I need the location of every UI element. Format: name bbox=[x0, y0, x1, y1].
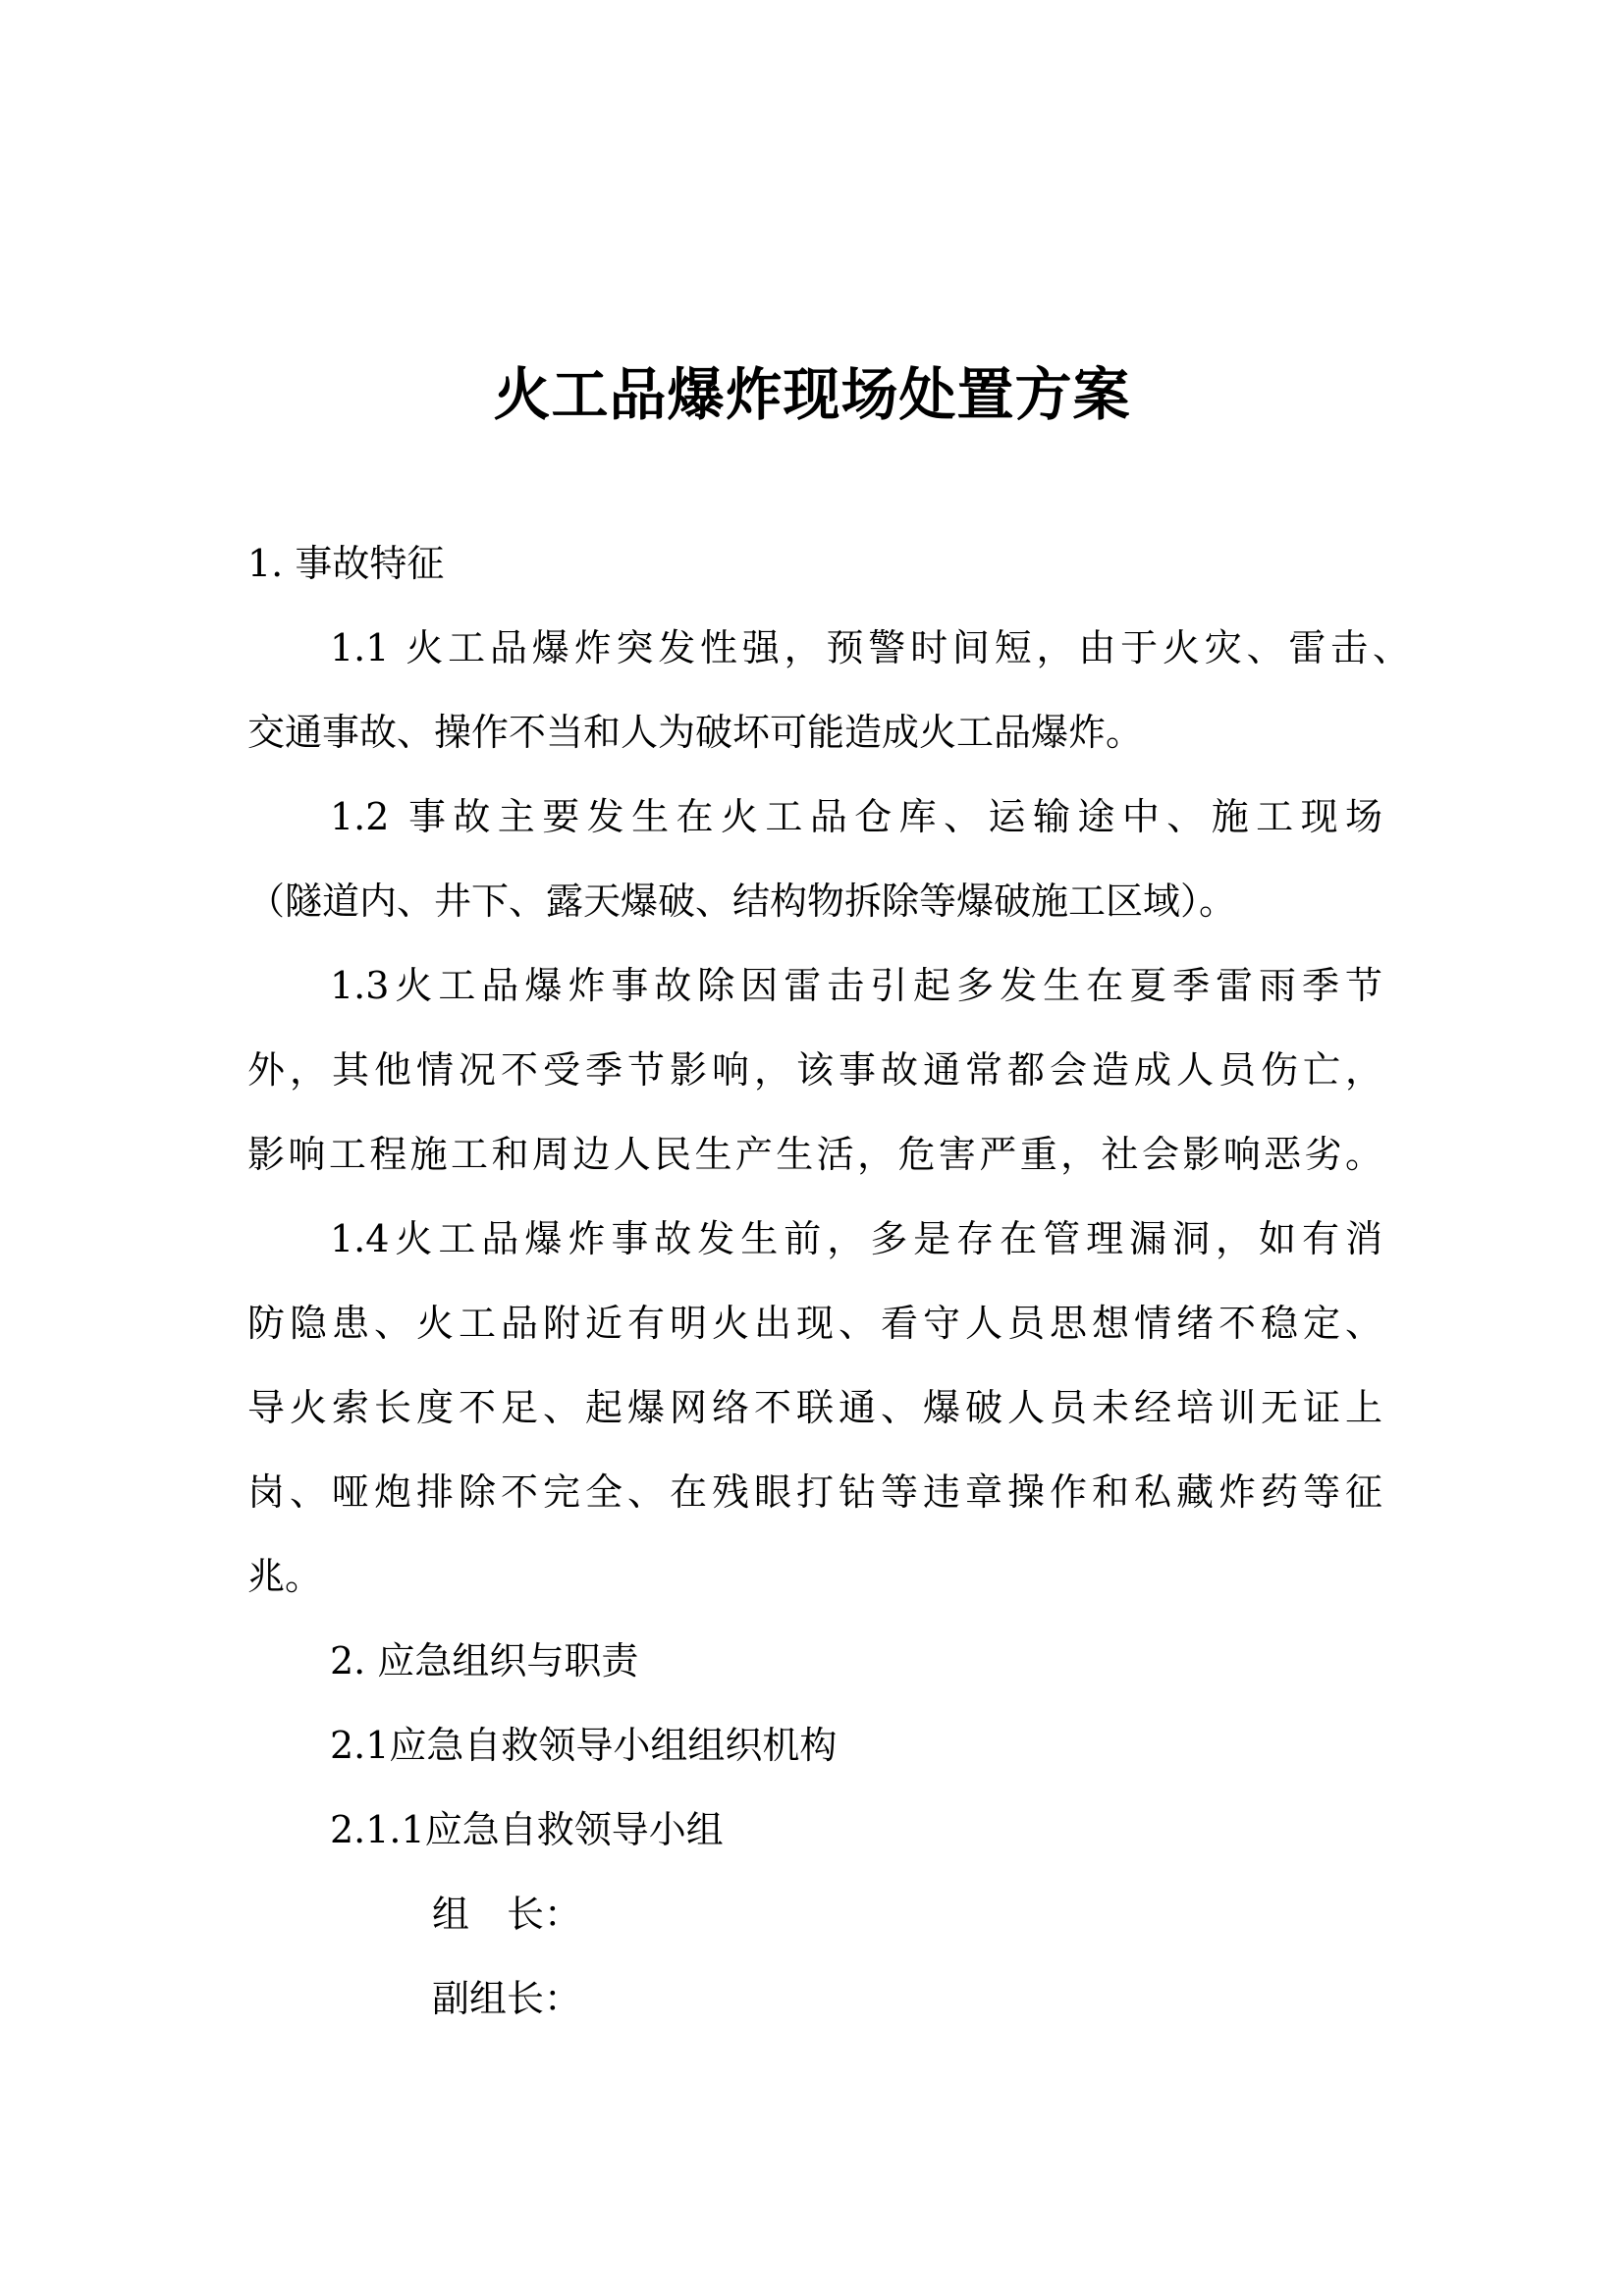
page-title: 火工品爆炸现场处置方案 bbox=[493, 361, 1131, 428]
paragraph-line: 兆。 bbox=[247, 1555, 323, 1598]
paragraph-line: 岗、哑炮排除不完全、在残眼打钻等违章操作和私藏炸药等征 bbox=[247, 1470, 1382, 1514]
paragraph-line: 导火索长度不足、起爆网络不联通、爆破人员未经培训无证上 bbox=[247, 1386, 1382, 1429]
paragraph-line: 1.1 火工品爆炸突发性强，预警时间短，由于火灾、雷击、 bbox=[330, 626, 1410, 669]
paragraph-line: 防隐患、火工品附近有明火出现、看守人员思想情绪不稳定、 bbox=[247, 1302, 1382, 1345]
section-heading-1: 1. 事故特征 bbox=[247, 542, 445, 585]
paragraph-line: 外，其他情况不受季节影响，该事故通常都会造成人员伤亡， bbox=[247, 1048, 1382, 1092]
paragraph-line: 1.2 事故主要发生在火工品仓库、运输途中、施工现场 bbox=[330, 795, 1382, 838]
paragraph-line: 影响工程施工和周边人民生产生活，危害严重，社会影响恶劣。 bbox=[247, 1133, 1382, 1176]
paragraph-line: （隧道内、井下、露天爆破、结构物拆除等爆破施工区域）。 bbox=[247, 880, 1237, 923]
paragraph-line: 交通事故、操作不当和人为破坏可能造成火工品爆炸。 bbox=[247, 711, 1144, 754]
group-leader-label: 组 长： bbox=[432, 1893, 582, 1936]
subsection-heading: 2.1应急自救领导小组组织机构 bbox=[330, 1724, 838, 1767]
section-heading-2: 2. 应急组织与职责 bbox=[330, 1639, 639, 1682]
paragraph-line: 1.4火工品爆炸事故发生前，多是存在管理漏洞，如有消 bbox=[330, 1217, 1382, 1260]
subsection-heading: 2.1.1应急自救领导小组 bbox=[330, 1808, 724, 1851]
deputy-leader-label: 副组长： bbox=[432, 1977, 582, 2020]
paragraph-line: 1.3火工品爆炸事故除因雷击引起多发生在夏季雷雨季节 bbox=[330, 964, 1382, 1007]
